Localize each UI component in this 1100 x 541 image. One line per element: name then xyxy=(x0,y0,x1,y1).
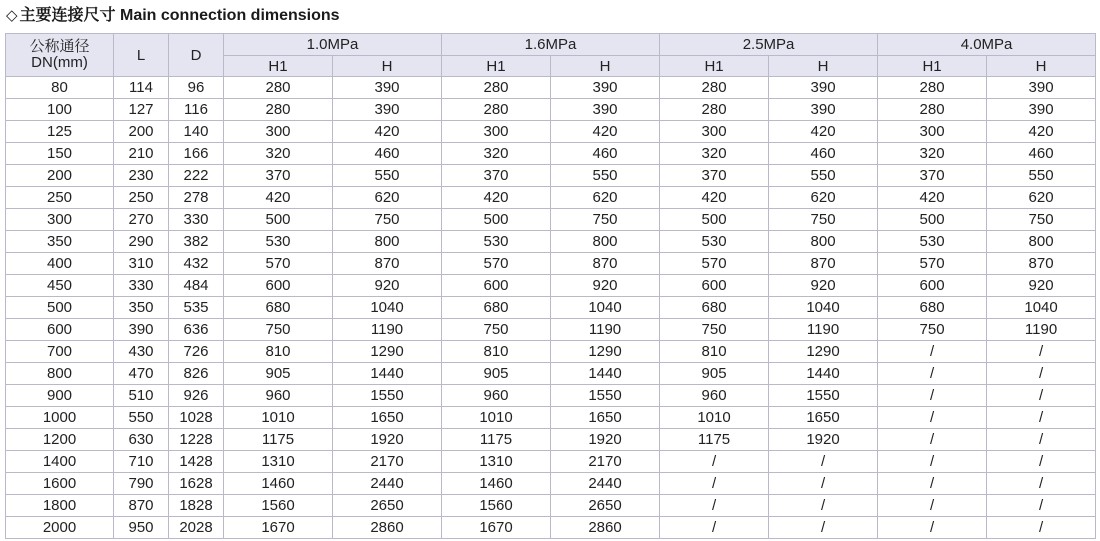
table-cell: / xyxy=(878,517,987,539)
table-cell: 430 xyxy=(114,341,169,363)
table-row xyxy=(6,451,1096,473)
table-cell: 1670 xyxy=(224,517,333,539)
table-cell: / xyxy=(987,495,1096,517)
table-cell: 210 xyxy=(114,143,169,165)
table-cell: 700 xyxy=(6,341,114,363)
table-row xyxy=(6,99,1096,121)
table-cell: 1040 xyxy=(333,297,442,319)
table-cell: 280 xyxy=(878,77,987,99)
table-cell: 1560 xyxy=(224,495,333,517)
page-title xyxy=(6,4,340,26)
table-cell: 750 xyxy=(769,209,878,231)
table-row xyxy=(6,231,1096,253)
table-cell: 600 xyxy=(660,275,769,297)
table-cell: 870 xyxy=(769,253,878,275)
table-cell: 1310 xyxy=(442,451,551,473)
table-cell: / xyxy=(878,451,987,473)
table-row xyxy=(6,517,1096,539)
table-cell: 1550 xyxy=(333,385,442,407)
table-cell: 300 xyxy=(442,121,551,143)
table-cell: 460 xyxy=(769,143,878,165)
table-cell: 800 xyxy=(987,231,1096,253)
table-cell: 1010 xyxy=(442,407,551,429)
table-cell: 530 xyxy=(442,231,551,253)
table-cell: 920 xyxy=(551,275,660,297)
table-cell: 450 xyxy=(6,275,114,297)
table-cell: 320 xyxy=(442,143,551,165)
table-cell: 310 xyxy=(114,253,169,275)
table-cell: 630 xyxy=(114,429,169,451)
table-cell: 80 xyxy=(6,77,114,99)
table-cell: 905 xyxy=(224,363,333,385)
table-cell: 530 xyxy=(660,231,769,253)
table-cell: 280 xyxy=(224,99,333,121)
table-cell: 726 xyxy=(169,341,224,363)
table-cell: 460 xyxy=(987,143,1096,165)
table-cell: 2170 xyxy=(333,451,442,473)
table-cell: 926 xyxy=(169,385,224,407)
table-cell: 200 xyxy=(6,165,114,187)
table-cell: 1650 xyxy=(333,407,442,429)
header-sub-h: H xyxy=(551,56,660,77)
table-row xyxy=(6,275,1096,297)
table-cell: 100 xyxy=(6,99,114,121)
header-sub-h1: H1 xyxy=(878,56,987,77)
table-cell: 1920 xyxy=(333,429,442,451)
table-cell: / xyxy=(987,363,1096,385)
table-cell: 620 xyxy=(987,187,1096,209)
table-cell: 870 xyxy=(987,253,1096,275)
table-cell: 500 xyxy=(878,209,987,231)
table-cell: 420 xyxy=(551,121,660,143)
table-cell: 484 xyxy=(169,275,224,297)
table-cell: 390 xyxy=(769,99,878,121)
table-cell: / xyxy=(769,495,878,517)
table-cell: 1600 xyxy=(6,473,114,495)
table-cell: 390 xyxy=(551,99,660,121)
table-cell: 680 xyxy=(442,297,551,319)
table-cell: 2028 xyxy=(169,517,224,539)
dimensions-table xyxy=(5,33,1096,539)
table-row xyxy=(6,341,1096,363)
table-cell: 1010 xyxy=(224,407,333,429)
table-cell: / xyxy=(769,473,878,495)
table-cell: 320 xyxy=(878,143,987,165)
table-cell: 370 xyxy=(660,165,769,187)
table-cell: 320 xyxy=(660,143,769,165)
table-cell: 460 xyxy=(551,143,660,165)
table-cell: 950 xyxy=(114,517,169,539)
table-row xyxy=(6,319,1096,341)
table-cell: 1800 xyxy=(6,495,114,517)
header-dn-line2: DN(mm) xyxy=(31,54,88,71)
table-cell: 200 xyxy=(114,121,169,143)
table-cell: 1428 xyxy=(169,451,224,473)
table-cell: 1460 xyxy=(442,473,551,495)
table-cell: 382 xyxy=(169,231,224,253)
table-cell: 390 xyxy=(114,319,169,341)
table-cell: 420 xyxy=(224,187,333,209)
header-l: L xyxy=(114,34,169,77)
table-cell: 680 xyxy=(878,297,987,319)
table-row xyxy=(6,165,1096,187)
table-cell: / xyxy=(660,451,769,473)
table-cell: / xyxy=(660,473,769,495)
table-cell: / xyxy=(769,517,878,539)
table-cell: / xyxy=(987,429,1096,451)
table-cell: 535 xyxy=(169,297,224,319)
table-cell: 800 xyxy=(6,363,114,385)
table-cell: 390 xyxy=(333,99,442,121)
table-cell: 550 xyxy=(333,165,442,187)
table-cell: 2170 xyxy=(551,451,660,473)
header-sub-h: H xyxy=(769,56,878,77)
table-cell: 1560 xyxy=(442,495,551,517)
table-cell: 150 xyxy=(6,143,114,165)
table-cell: 500 xyxy=(224,209,333,231)
table-cell: 750 xyxy=(878,319,987,341)
table-cell: 1670 xyxy=(442,517,551,539)
header-pressure-group: 4.0MPa xyxy=(878,34,1096,56)
table-cell: 280 xyxy=(224,77,333,99)
table-cell: 114 xyxy=(114,77,169,99)
table-cell: 230 xyxy=(114,165,169,187)
table-row xyxy=(6,77,1096,99)
table-cell: 920 xyxy=(769,275,878,297)
table-cell: 330 xyxy=(114,275,169,297)
table-cell: 960 xyxy=(224,385,333,407)
table-cell: 620 xyxy=(769,187,878,209)
table-cell: 600 xyxy=(224,275,333,297)
table-cell: 636 xyxy=(169,319,224,341)
table-cell: 420 xyxy=(878,187,987,209)
table-cell: 2440 xyxy=(333,473,442,495)
table-cell: 1175 xyxy=(224,429,333,451)
table-cell: 390 xyxy=(987,77,1096,99)
table-cell: 800 xyxy=(769,231,878,253)
table-row xyxy=(6,209,1096,231)
table-cell: 550 xyxy=(551,165,660,187)
page-title-text: 主要连接尺寸 Main connection dimensions xyxy=(19,7,340,24)
table-cell: 300 xyxy=(224,121,333,143)
table-cell: 2650 xyxy=(551,495,660,517)
header-dn-line1: 公称通径 xyxy=(29,38,90,55)
table-cell: 1190 xyxy=(987,319,1096,341)
table-cell: / xyxy=(987,385,1096,407)
table-cell: 300 xyxy=(878,121,987,143)
table-cell: 390 xyxy=(333,77,442,99)
table-cell: 1290 xyxy=(551,341,660,363)
table-cell: 530 xyxy=(878,231,987,253)
table-cell: 370 xyxy=(224,165,333,187)
table-cell: 570 xyxy=(442,253,551,275)
table-cell: 2000 xyxy=(6,517,114,539)
table-cell: 1040 xyxy=(987,297,1096,319)
table-body xyxy=(6,77,1096,539)
table-row xyxy=(6,495,1096,517)
table-cell: 420 xyxy=(442,187,551,209)
table-cell: 800 xyxy=(333,231,442,253)
table-cell: 826 xyxy=(169,363,224,385)
table-cell: 280 xyxy=(442,77,551,99)
table-cell: 1920 xyxy=(551,429,660,451)
table-cell: 750 xyxy=(442,319,551,341)
table-cell: / xyxy=(878,495,987,517)
table-cell: 390 xyxy=(769,77,878,99)
table-cell: / xyxy=(987,473,1096,495)
table-row xyxy=(6,143,1096,165)
table-cell: 330 xyxy=(169,209,224,231)
table-cell: 550 xyxy=(769,165,878,187)
header-pressure-group: 1.0MPa xyxy=(224,34,442,56)
table-row xyxy=(6,363,1096,385)
table-cell: 750 xyxy=(224,319,333,341)
table-cell: 420 xyxy=(987,121,1096,143)
table-cell: 905 xyxy=(442,363,551,385)
table-cell: 278 xyxy=(169,187,224,209)
table-cell: 810 xyxy=(442,341,551,363)
diamond-icon: ◇ xyxy=(6,6,18,24)
table-cell: 870 xyxy=(114,495,169,517)
table-cell: 1828 xyxy=(169,495,224,517)
table-cell: 1290 xyxy=(333,341,442,363)
table-cell: 1440 xyxy=(769,363,878,385)
table-cell: 1190 xyxy=(769,319,878,341)
header-pressure-group: 1.6MPa xyxy=(442,34,660,56)
table-cell: / xyxy=(878,407,987,429)
table-cell: 600 xyxy=(6,319,114,341)
table-cell: / xyxy=(878,341,987,363)
table-cell: / xyxy=(987,451,1096,473)
table-cell: / xyxy=(769,451,878,473)
table-cell: 750 xyxy=(551,209,660,231)
table-cell: 300 xyxy=(660,121,769,143)
table-cell: 420 xyxy=(333,121,442,143)
table-cell: 960 xyxy=(660,385,769,407)
table-cell: 550 xyxy=(114,407,169,429)
table-cell: 570 xyxy=(878,253,987,275)
table-cell: 500 xyxy=(660,209,769,231)
table-row xyxy=(6,407,1096,429)
table-cell: 620 xyxy=(551,187,660,209)
table-cell: 680 xyxy=(224,297,333,319)
table-cell: 1920 xyxy=(769,429,878,451)
table-cell: 280 xyxy=(442,99,551,121)
table-cell: / xyxy=(878,363,987,385)
table-cell: 270 xyxy=(114,209,169,231)
table-cell: 600 xyxy=(878,275,987,297)
table-cell: 920 xyxy=(333,275,442,297)
table-cell: 1400 xyxy=(6,451,114,473)
table-cell: 166 xyxy=(169,143,224,165)
table-cell: 570 xyxy=(224,253,333,275)
table-cell: 1028 xyxy=(169,407,224,429)
table-cell: 400 xyxy=(6,253,114,275)
table-cell: 1200 xyxy=(6,429,114,451)
table-cell: 1040 xyxy=(769,297,878,319)
header-sub-h1: H1 xyxy=(442,56,551,77)
table-cell: 460 xyxy=(333,143,442,165)
table-cell: 1310 xyxy=(224,451,333,473)
table-cell: 116 xyxy=(169,99,224,121)
table-cell: 1040 xyxy=(551,297,660,319)
table-cell: 600 xyxy=(442,275,551,297)
table-cell: 810 xyxy=(660,341,769,363)
table-cell: 280 xyxy=(660,77,769,99)
table-cell: / xyxy=(660,495,769,517)
header-sub-h: H xyxy=(987,56,1096,77)
table-cell: 2440 xyxy=(551,473,660,495)
table-cell: 1010 xyxy=(660,407,769,429)
table-cell: 1460 xyxy=(224,473,333,495)
table-row xyxy=(6,473,1096,495)
table-cell: 500 xyxy=(6,297,114,319)
table-cell: / xyxy=(878,385,987,407)
table-cell: 1190 xyxy=(333,319,442,341)
table-cell: 750 xyxy=(987,209,1096,231)
table-cell: 320 xyxy=(224,143,333,165)
table-cell: 1000 xyxy=(6,407,114,429)
table-cell: 550 xyxy=(987,165,1096,187)
table-cell: 870 xyxy=(551,253,660,275)
table-row xyxy=(6,121,1096,143)
table-cell: 905 xyxy=(660,363,769,385)
table-cell: 390 xyxy=(551,77,660,99)
table-cell: 710 xyxy=(114,451,169,473)
table-cell: 1628 xyxy=(169,473,224,495)
table-cell: 870 xyxy=(333,253,442,275)
header-dn xyxy=(6,34,114,77)
table-row xyxy=(6,297,1096,319)
table-cell: 1650 xyxy=(769,407,878,429)
table-row xyxy=(6,253,1096,275)
header-pressure-group: 2.5MPa xyxy=(660,34,878,56)
table-row xyxy=(6,429,1096,451)
table-cell: 530 xyxy=(224,231,333,253)
header-sub-h1: H1 xyxy=(224,56,333,77)
table-cell: 570 xyxy=(660,253,769,275)
table-cell: 1175 xyxy=(660,429,769,451)
table-cell: 1550 xyxy=(769,385,878,407)
table-cell: 290 xyxy=(114,231,169,253)
header-sub-h: H xyxy=(333,56,442,77)
table-cell: 470 xyxy=(114,363,169,385)
table-cell: 790 xyxy=(114,473,169,495)
table-cell: 140 xyxy=(169,121,224,143)
table-cell: 1550 xyxy=(551,385,660,407)
table-cell: / xyxy=(660,517,769,539)
table-cell: 2650 xyxy=(333,495,442,517)
header-row-pressure xyxy=(6,34,1096,56)
table-cell: / xyxy=(878,429,987,451)
table-cell: 500 xyxy=(442,209,551,231)
table-cell: 1175 xyxy=(442,429,551,451)
table-cell: 370 xyxy=(878,165,987,187)
header-sub-h1: H1 xyxy=(660,56,769,77)
table-row xyxy=(6,385,1096,407)
header-d: D xyxy=(169,34,224,77)
table-cell: 1440 xyxy=(551,363,660,385)
table-cell: 420 xyxy=(660,187,769,209)
table-cell: 620 xyxy=(333,187,442,209)
table-cell: 250 xyxy=(6,187,114,209)
table-cell: 920 xyxy=(987,275,1096,297)
table-cell: 350 xyxy=(114,297,169,319)
table-cell: 1290 xyxy=(769,341,878,363)
table-cell: 750 xyxy=(333,209,442,231)
table-cell: 280 xyxy=(660,99,769,121)
table-cell: 127 xyxy=(114,99,169,121)
table-cell: 960 xyxy=(442,385,551,407)
table-cell: 300 xyxy=(6,209,114,231)
table-cell: 510 xyxy=(114,385,169,407)
table-cell: 1440 xyxy=(333,363,442,385)
table-cell: / xyxy=(987,517,1096,539)
table-cell: / xyxy=(878,473,987,495)
table-cell: 350 xyxy=(6,231,114,253)
table-cell: 222 xyxy=(169,165,224,187)
table-cell: 370 xyxy=(442,165,551,187)
table-cell: 800 xyxy=(551,231,660,253)
table-cell: / xyxy=(987,407,1096,429)
table-cell: 390 xyxy=(987,99,1096,121)
table-cell: 125 xyxy=(6,121,114,143)
table-cell: 420 xyxy=(769,121,878,143)
table-cell: 432 xyxy=(169,253,224,275)
table-cell: 250 xyxy=(114,187,169,209)
table-row xyxy=(6,187,1096,209)
table-cell: 2860 xyxy=(333,517,442,539)
table-cell: 810 xyxy=(224,341,333,363)
table-cell: 280 xyxy=(878,99,987,121)
table-cell: 2860 xyxy=(551,517,660,539)
table-cell: 96 xyxy=(169,77,224,99)
table-cell: / xyxy=(987,341,1096,363)
table-cell: 1190 xyxy=(551,319,660,341)
table-cell: 1650 xyxy=(551,407,660,429)
table-cell: 680 xyxy=(660,297,769,319)
table-cell: 1228 xyxy=(169,429,224,451)
table-cell: 750 xyxy=(660,319,769,341)
table-cell: 900 xyxy=(6,385,114,407)
